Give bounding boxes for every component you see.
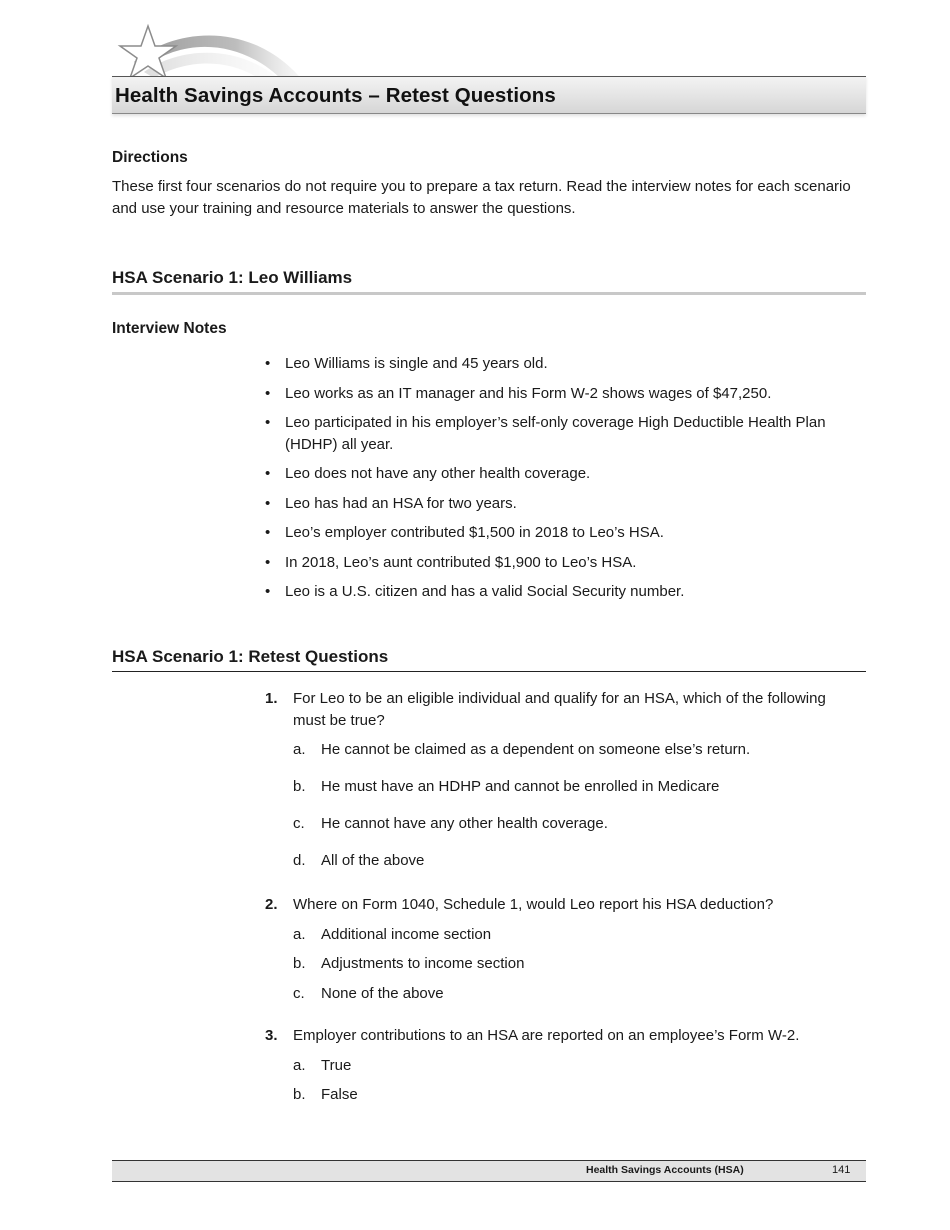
answer-option [265,1084,855,1106]
bullet-icon: • [265,553,271,571]
question-number: 2. [265,896,278,913]
option-text: None of the above [321,984,444,1002]
answer-option [265,924,855,946]
note-item [265,353,855,375]
question-text: Employer contributions to an HSA are reported on an employee’s Form W-2. [293,1027,800,1044]
page-number: 141 [832,1164,851,1176]
question-number: 1. [265,690,278,707]
interview-notes-list [265,353,855,611]
option-letter: a. [293,1056,306,1074]
question-3 [265,1025,855,1106]
footer-title: Health Savings Accounts (HSA) [586,1164,744,1176]
note-item [265,463,855,485]
option-text: Additional income section [321,925,492,943]
option-letter: b. [293,1086,306,1103]
answer-option [265,776,855,798]
interview-notes-heading: Interview Notes [112,320,227,337]
bullet-icon: • [265,384,271,402]
option-text: He must have an HDHP and cannot be enrolled in Medicare [321,778,720,795]
answer-option [265,983,855,1005]
option-letter: d. [293,852,306,869]
option-text: Adjustments to income section [321,955,525,972]
page-title-bar [112,76,866,114]
note-item [265,552,855,574]
option-letter: b. [293,778,306,795]
option-text: He cannot be claimed as a dependent on someone else’s return. [321,741,751,758]
question-2 [265,894,855,1004]
answer-option [265,953,855,975]
note-text: Leo has had an HSA for two years. [285,494,517,512]
note-item [265,493,855,515]
question-1 [265,688,855,872]
bullet-icon: • [265,414,271,431]
question-stem [265,894,855,916]
answer-option [265,739,855,761]
bullet-icon: • [265,524,271,541]
scenario-heading: HSA Scenario 1: Leo Williams [112,268,866,295]
question-stem [265,688,855,731]
note-text: Leo’s employer contributed $1,500 in 2018 to Leo’s HSA. [285,524,664,541]
question-number: 3. [265,1027,278,1044]
answer-option [265,1055,855,1077]
bullet-icon: • [265,355,271,372]
note-text: In 2018, Leo’s aunt contributed $1,900 to Leo’s HSA. [285,553,637,571]
option-text: He cannot have any other health coverage. [321,815,608,832]
bullet-icon: • [265,583,271,600]
note-text: Leo does not have any other health coverage. [285,465,591,482]
question-stem [265,1025,855,1047]
bullet-icon: • [265,465,271,482]
page-footer [112,1160,866,1182]
option-text: All of the above [321,852,425,869]
question-text: Where on Form 1040, Schedule 1, would Leo report his HSA deduction? [293,896,774,913]
page-title: Health Savings Accounts – Retest Questions [115,84,556,107]
note-item [265,412,855,455]
answer-option [265,850,855,872]
bullet-icon: • [265,494,271,512]
option-letter: a. [293,741,306,758]
note-text: Leo works as an IT manager and his Form W-2 shows wages of $47,250. [285,384,772,402]
directions-heading: Directions [112,149,188,166]
option-text: False [321,1086,358,1103]
answer-option [265,813,855,835]
option-text: True [321,1056,352,1074]
option-letter: b. [293,955,306,972]
note-item [265,522,855,544]
option-letter: c. [293,984,305,1002]
option-letter: c. [293,815,305,832]
directions-text: These first four scenarios do not require you to prepare a tax return. Read the interview notes for each scenario and use your training and resource materials to answer the questions. [112,178,851,217]
option-letter: a. [293,925,306,943]
note-text: Leo is a U.S. citizen and has a valid Social Security number. [285,583,685,600]
note-text: Leo Williams is single and 45 years old. [285,355,548,372]
note-text: Leo participated in his employer’s self-only coverage High Deductible Health Plan (HDHP) all year. [285,414,826,453]
note-item [265,383,855,405]
retest-questions-heading: HSA Scenario 1: Retest Questions [112,647,866,672]
star-swoosh-logo [104,22,314,84]
note-item [265,581,855,603]
question-text: For Leo to be an eligible individual and qualify for an HSA, which of the following must be true? [293,690,826,729]
